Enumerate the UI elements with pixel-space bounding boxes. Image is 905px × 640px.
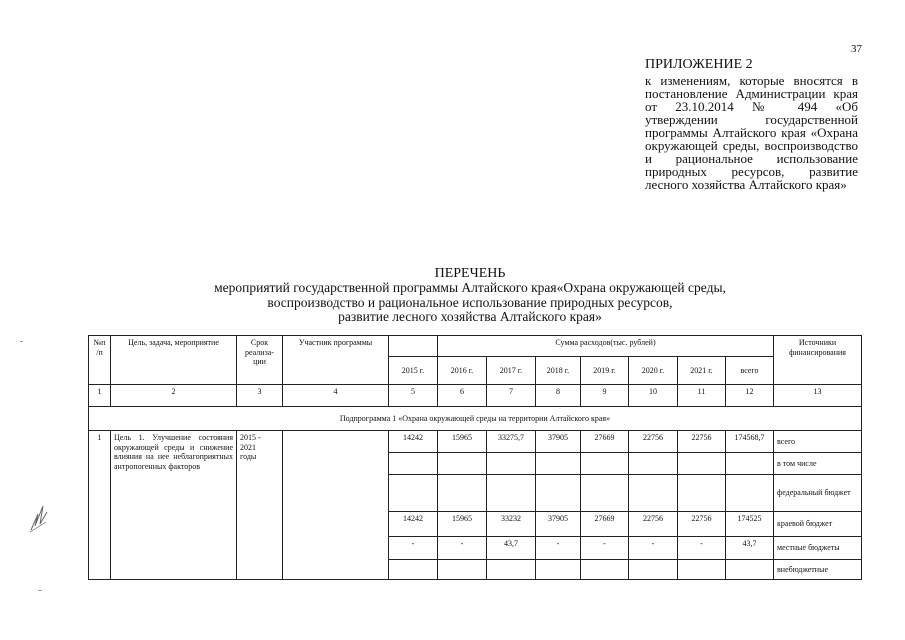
source-cell: внебюджетные [774, 560, 862, 580]
col-number: 4 [283, 385, 389, 407]
header-total: всего [726, 357, 774, 385]
value-cell [629, 475, 678, 512]
col-number: 9 [581, 385, 629, 407]
value-cell-total [726, 453, 774, 475]
col-number: 2 [111, 385, 237, 407]
measures-table [88, 335, 862, 580]
value-cell-total [726, 475, 774, 512]
goal-participant [283, 431, 389, 580]
heading-line: воспроизводство и рациональное использование природных ресурсов, [267, 294, 673, 310]
value-cell [438, 475, 487, 512]
value-cell [629, 453, 678, 475]
header-source: Источники финансирования [774, 336, 862, 385]
value-cell: 22756 [678, 512, 726, 537]
term-from: 2015 - [240, 433, 261, 442]
document-heading [140, 266, 800, 325]
header-year: 2021 г. [678, 357, 726, 385]
value-cell-total: 43,7 [726, 537, 774, 560]
value-cell [581, 453, 629, 475]
value-cell: 33275,7 [487, 431, 536, 453]
value-cell: 27669 [581, 431, 629, 453]
page-number: 37 [851, 43, 862, 55]
value-cell [536, 475, 581, 512]
value-cell [536, 453, 581, 475]
value-cell [678, 453, 726, 475]
value-cell: 22756 [629, 431, 678, 453]
value-cell [487, 560, 536, 580]
source-cell: федеральный бюджет [774, 475, 862, 512]
heading-line: развитие лесного хозяйства Алтайского края» [338, 309, 602, 324]
header-term: Срок реализа-ции [237, 336, 283, 385]
col-number: 3 [237, 385, 283, 407]
margin-signature-mark [28, 500, 50, 534]
header-year: 2015 г. [389, 357, 438, 385]
value-cell-total: 174568,7 [726, 431, 774, 453]
header-num: №п /п [89, 336, 111, 385]
goal-text: Цель 1. Улучшение состояния окружающей среды и снижение влияния на нее неблагоприятных антропогенных факторов [111, 431, 237, 580]
value-cell [678, 560, 726, 580]
heading-line: мероприятий государственной программы Алтайского края«Охрана окружающей среды, [214, 280, 726, 295]
col-number: 6 [438, 385, 487, 407]
value-cell: 37905 [536, 512, 581, 537]
col-number: 12 [726, 385, 774, 407]
value-cell [389, 453, 438, 475]
term-unit: годы [240, 452, 257, 461]
appendix-title: ПРИЛОЖЕНИЕ 2 [645, 57, 753, 72]
value-cell: - [536, 537, 581, 560]
value-cell [629, 560, 678, 580]
value-cell: 37905 [536, 431, 581, 453]
value-cell [438, 453, 487, 475]
header-sum: Сумма расходов(тыс. рублей) [438, 336, 774, 357]
col-number: 8 [536, 385, 581, 407]
value-cell: 15965 [438, 512, 487, 537]
col-number: 5 [389, 385, 438, 407]
header-year: 2018 г. [536, 357, 581, 385]
value-cell: 27669 [581, 512, 629, 537]
header-year: 2020 г. [629, 357, 678, 385]
value-cell: - [629, 537, 678, 560]
value-cell: - [581, 537, 629, 560]
source-cell: местные бюджеты [774, 537, 862, 560]
subprogram-row: Подпрограмма 1 «Охрана окружающей среды на территории Алтайского края» [89, 407, 862, 431]
scan-speck [38, 590, 42, 591]
term-to: 2021 [240, 442, 256, 452]
value-cell-total [726, 560, 774, 580]
header-goal: Цель, задача, мероприятие [111, 336, 237, 385]
value-cell [389, 560, 438, 580]
heading-title: ПЕРЕЧЕНЬ [434, 266, 506, 281]
goal-number: 1 [89, 431, 111, 580]
appendix-body: к изменениям, которые вносятся в постановление Администрации края от 23.10.2014 № 494 «Об утверждении государственной программы Алтайского края «Охрана окружающей среды, воспроизводство и рациональное использование природных ресурсов, развитие лесного хозяйства Алтайского края» [645, 73, 858, 192]
header-participant: Участник программы [283, 336, 389, 385]
value-cell [389, 475, 438, 512]
value-cell-total: 174525 [726, 512, 774, 537]
col-number: 11 [678, 385, 726, 407]
value-cell: 22756 [629, 512, 678, 537]
value-cell: 14242 [389, 431, 438, 453]
value-cell: - [389, 537, 438, 560]
value-cell: 33232 [487, 512, 536, 537]
header-year: 2017 г. [487, 357, 536, 385]
value-cell [438, 560, 487, 580]
col-number: 10 [629, 385, 678, 407]
header-year: 2019 г. [581, 357, 629, 385]
source-cell: в том числе [774, 453, 862, 475]
value-cell [678, 475, 726, 512]
value-cell [487, 475, 536, 512]
value-cell: 43,7 [487, 537, 536, 560]
value-cell: 22756 [678, 431, 726, 453]
header-year: 2016 г. [438, 357, 487, 385]
col-number: 1 [89, 385, 111, 407]
scan-speck [20, 341, 23, 342]
source-cell: краевой бюджет [774, 512, 862, 537]
goal-term [237, 431, 283, 580]
source-cell: всего [774, 431, 862, 453]
value-cell [581, 475, 629, 512]
col-number: 7 [487, 385, 536, 407]
value-cell: 15965 [438, 431, 487, 453]
value-cell: 14242 [389, 512, 438, 537]
header-blank [389, 336, 438, 357]
col-number: 13 [774, 385, 862, 407]
value-cell [536, 560, 581, 580]
value-cell [487, 453, 536, 475]
value-cell [581, 560, 629, 580]
appendix-block [645, 57, 858, 191]
value-cell: - [438, 537, 487, 560]
value-cell: - [678, 537, 726, 560]
